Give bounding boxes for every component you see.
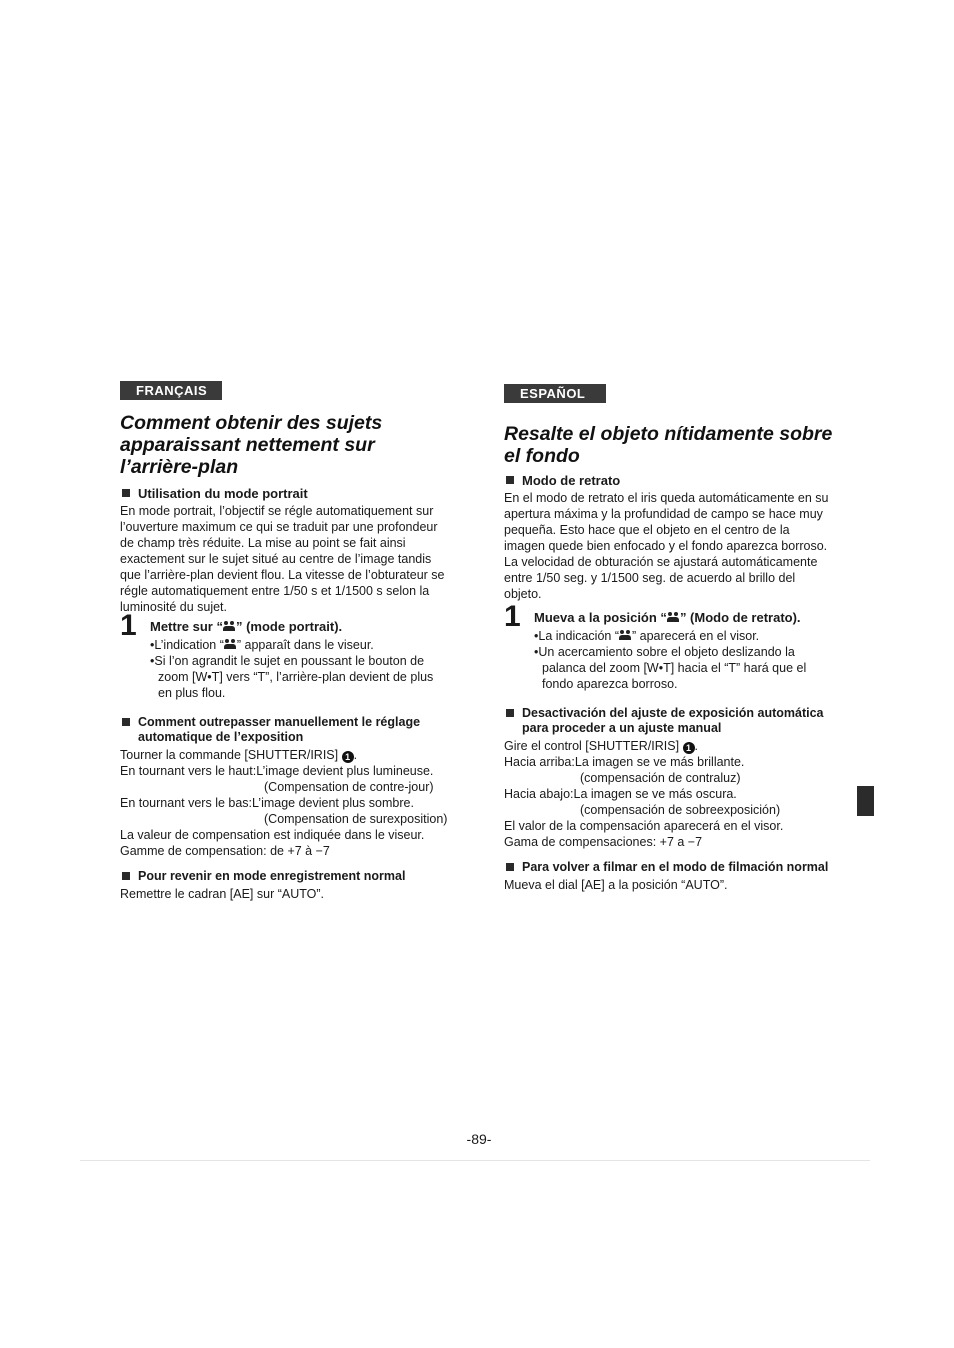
- step-bullets: [150, 637, 450, 701]
- square-bullet-icon: [122, 872, 130, 880]
- french-column: [120, 381, 450, 902]
- row-turn-down: En tournant vers le bas: L’image devient plus sombre.: [120, 796, 414, 810]
- square-bullet-icon: [122, 489, 130, 497]
- step-number: 1: [120, 609, 137, 642]
- paragraph-portrait-mode: En mode portrait, l’objectif se régle automatiquement sur l’ouverture maximum ce qui se traduit par une profondeur de champ très réduite. La mise au point se fait ainsi exactement sur le sujet situé au centre de l’image tandis que l’arrière-plan devient flou. La vitesse de l’obturateur se régle automatiquement entre 1/50 s et 1/1500 s selon la luminosité du sujet.: [120, 504, 445, 614]
- compensation-range-line: Gamme de compensation: de +7 à −7: [120, 844, 330, 858]
- section-heading-manual-exposure: Comment outrepasser manuellement le réglage automatique de l’exposition: [120, 715, 450, 745]
- square-bullet-icon: [506, 709, 514, 717]
- spanish-column: [504, 384, 834, 893]
- paragraph-portrait-mode: En el modo de retrato el iris queda automáticamente en su apertura máxima y la profundidad de campo se hace muy pequeña. Esto hace que el objeto en el centro de la imagen quede bien enfocado y el fondo aparezca borroso. La velocidad de obturación se ajustará automáticamente entre 1/50 seg. y 1/1500 seg. de acuerdo al brillo del objeto.: [504, 491, 829, 601]
- lang-tag-spanish: ESPAÑOL: [504, 384, 606, 403]
- portrait-mode-icon: [224, 639, 237, 650]
- page-title-french: Comment obtenir des sujets apparaissant nettement sur l’arrière-plan: [120, 412, 383, 478]
- compensation-range-line: Gama de compensaciones: +7 a −7: [504, 835, 703, 849]
- step-bullets: [534, 628, 834, 692]
- circled-number-icon: 1: [683, 742, 695, 754]
- portrait-mode-icon: [619, 630, 632, 641]
- portrait-mode-icon: [223, 621, 236, 632]
- instruction-line: Tourner la commande [SHUTTER/IRIS] 1 .: [120, 748, 358, 762]
- lang-tag-french: FRANÇAIS: [120, 381, 222, 400]
- section-heading-return-normal: Para volver a filmar en el modo de filmación normal: [504, 860, 834, 875]
- note-overexposure: (compensación de sobreexposición): [580, 803, 781, 817]
- note-backlight: (compensación de contraluz): [580, 771, 741, 785]
- note-backlight: (Compensation de contre-jour): [264, 780, 434, 794]
- paragraph-return-normal: Mueva el dial [AE] a la posición “AUTO”.: [504, 878, 728, 892]
- instruction-line: Gire el control [SHUTTER/IRIS] 1 .: [504, 739, 699, 753]
- paragraph-return-normal: Remettre le cadran [AE] sur “AUTO”.: [120, 887, 324, 901]
- row-turn-up: Hacia arriba: La imagen se ve más brillante.: [504, 755, 745, 769]
- divider: [80, 1160, 870, 1161]
- row-turn-down: Hacia abajo: La imagen se ve más oscura.: [504, 787, 737, 801]
- step-1-spanish: [504, 600, 834, 692]
- page-title-spanish: Resalte el objeto nítidamente sobre el fondo: [504, 423, 833, 467]
- section-tab-marker: [857, 786, 874, 816]
- section-heading-manual-exposure: Desactivación del ajuste de exposición automática para proceder a un ajuste manual: [504, 706, 834, 736]
- bullet-item: • Un acercamiento sobre el objeto deslizando la palanca del zoom [W•T] hacia el “T” hará que el fondo aparezca borroso.: [534, 644, 834, 692]
- row-turn-up: En tournant vers le haut: L’image devient plus lumineuse.: [120, 764, 434, 778]
- square-bullet-icon: [122, 718, 130, 726]
- bullet-item: • La indicación “ ” aparecerá en el visor.: [534, 628, 834, 644]
- section-heading-portrait-mode: Utilisation du mode portrait: [120, 486, 450, 501]
- page-number: -89-: [466, 1131, 492, 1147]
- section-heading-return-normal: Pour revenir en mode enregistrement normal: [120, 869, 450, 884]
- note-overexposure: (Compensation de surexposition): [264, 812, 448, 826]
- square-bullet-icon: [506, 476, 514, 484]
- square-bullet-icon: [506, 863, 514, 871]
- step-instruction: Mueva a la posición “ ” (Modo de retrato).: [534, 610, 801, 625]
- bullet-item: • L’indication “ ” apparaît dans le viseur.: [150, 637, 450, 653]
- compensation-value-line: El valor de la compensación aparecerá en el visor.: [504, 819, 784, 833]
- step-1-french: [120, 609, 450, 701]
- compensation-value-line: La valeur de compensation est indiquée dans le viseur.: [120, 828, 425, 842]
- section-heading-portrait-mode: Modo de retrato: [504, 473, 834, 488]
- circled-number-icon: 1: [342, 751, 354, 763]
- step-instruction: Mettre sur “ ” (mode portrait).: [150, 619, 343, 634]
- portrait-mode-icon: [667, 612, 680, 623]
- bullet-item: • Si l’on agrandit le sujet en poussant le bouton de zoom [W•T] vers “T”, l’arrière-plan devient de plus en plus flou.: [150, 653, 450, 701]
- step-number: 1: [504, 600, 521, 633]
